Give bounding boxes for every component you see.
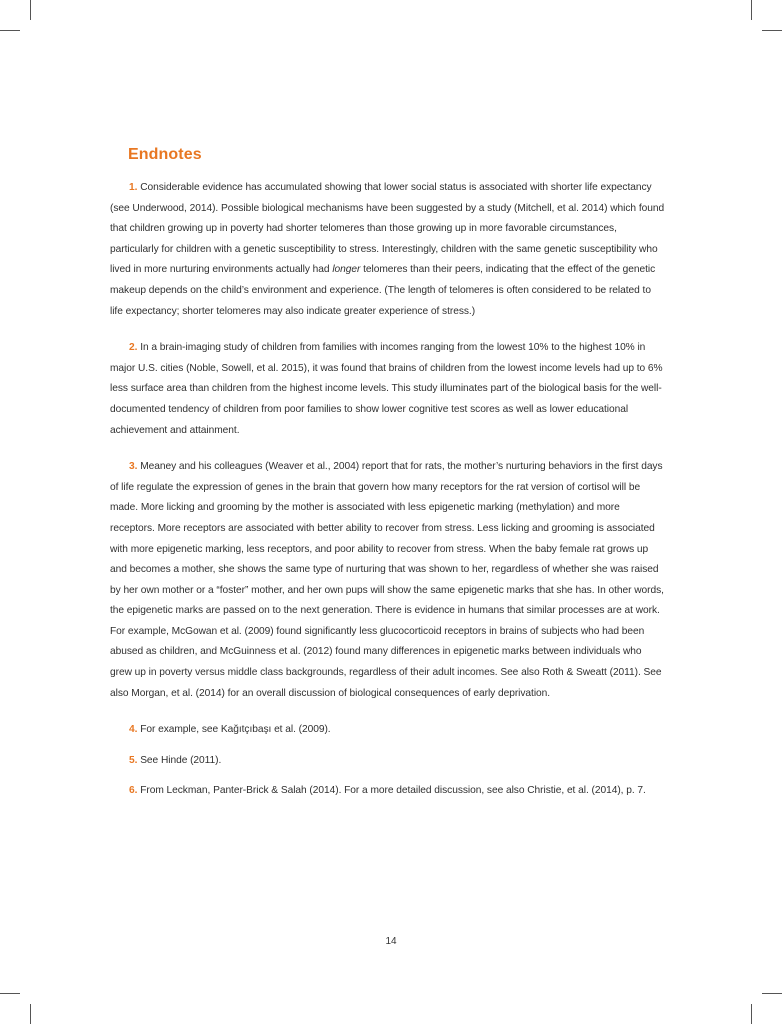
crop-mark-bottom-right-vertical <box>751 1004 752 1024</box>
endnote-emphasis: longer <box>332 264 361 276</box>
endnote-text: See Hinde (2011). <box>140 754 222 766</box>
endnote-text: For example, see Kağıtçıbaşı et al. (2009). <box>140 724 331 736</box>
crop-mark-bottom-left-horizontal <box>0 993 20 994</box>
crop-mark-top-right-vertical <box>751 0 752 20</box>
endnote-number: 3. <box>129 461 138 473</box>
endnote-3 <box>110 457 666 704</box>
endnote-text: Meaney and his colleagues (Weaver et al., 2004) report that for rats, the mother’s nurturing behaviors in the first days of life regulate the expression of genes in the brain that govern how many receptors for the rat version of cortisol will be made. More licking and grooming by the mother is associated with less epigenetic marking (methylation) and more receptors. More receptors are associated with better ability to recover from stress. Less licking and grooming is associated with more epigenetic marking, less receptors, and poor ability to recover from stress. When the baby female rat grows up and becomes a mother, she shows the same type of nurturing that was shown to her, regardless of whether she was raised by her own mother or a “foster” mother, and her own pups will show the same epigenetic marks that she has. In other words, the epigenetic marks are passed on to the next generation. There is evidence in humans that similar processes are at work. For example, McGowan et al. (2009) found significantly less glucocorticoid receptors in brains of subjects who had been abused as children, and McGuinness et al. (2012) found many differences in epigenetic marks between individuals who grew up in poverty versus middle class backgrounds, regardless of their adult incomes. See also Roth & Sweatt (2011). See also Morgan, et al. (2014) for an overall discussion of biological consequences of early deprivation. <box>110 461 664 699</box>
endnote-text: Considerable evidence has accumulated showing that lower social status is associated with shorter life expectancy (see Underwood, 2014). Possible biological mechanisms have been suggested by a study (Mitchell, et al. 2014) which found that children growing up in poverty had shorter telomeres than those growing up in more favorable circumstances, particularly for children with a genetic susceptibility to stress. Interestingly, children with the same genetic susceptibility who lived in more nurturing environments actually had <box>110 182 665 276</box>
crop-mark-bottom-right-horizontal <box>762 993 782 994</box>
crop-mark-top-right-horizontal <box>762 30 782 31</box>
page-title: Endnotes <box>128 146 202 163</box>
crop-mark-bottom-left-vertical <box>30 1004 31 1024</box>
endnote-number: 5. <box>129 754 138 766</box>
endnotes-section <box>110 146 666 812</box>
endnote-text: In a brain-imaging study of children from families with incomes ranging from the lowest 10% to the highest 10% in major U.S. cities (Noble, Sowell, et al. 2015), it was found that brains of children from the lowest income levels had up to 6% less surface area than children from the highest income levels. This study illuminates part of the biological basis for the well-documented tendency of children from poor families to show lower cognitive test scores as well as lower educational achievement and attainment. <box>110 342 663 436</box>
endnote-number: 2. <box>129 342 138 354</box>
endnote-6 <box>110 781 666 802</box>
endnote-4 <box>110 720 666 741</box>
endnote-2 <box>110 338 666 441</box>
crop-mark-top-left-vertical <box>30 0 31 20</box>
endnote-text: telomeres than their peers, indicating that the effect of the genetic makeup depends on the child’s environment and experience. (The length of telomeres is often considered to be related to life expectancy; shorter telomeres may also indicate greater experience of stress.) <box>110 264 656 317</box>
endnote-number: 4. <box>129 724 138 736</box>
endnote-number: 6. <box>129 785 138 797</box>
endnote-number: 1. <box>129 182 138 193</box>
page-number: 14 <box>385 936 397 947</box>
endnote-1 <box>110 178 666 322</box>
crop-mark-top-left-horizontal <box>0 30 20 31</box>
endnote-5 <box>110 751 666 772</box>
endnote-text: From Leckman, Panter-Brick & Salah (2014). For a more detailed discussion, see also Christie, et al. (2014), p. 7. <box>140 785 646 797</box>
